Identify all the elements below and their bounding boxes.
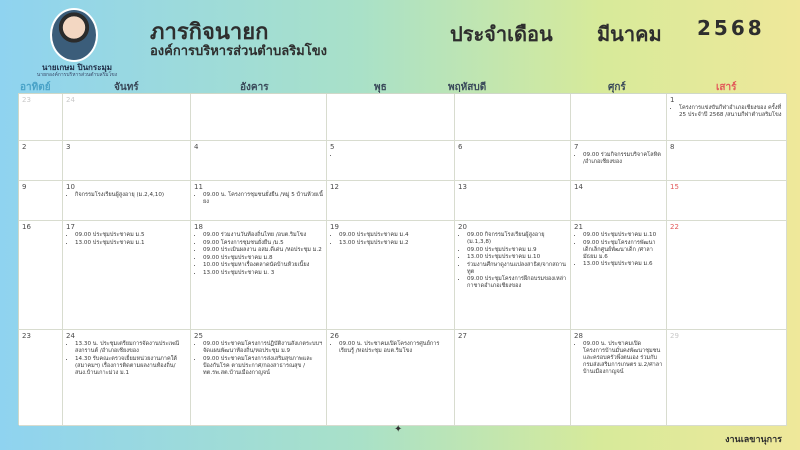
event-item[interactable]: • 13.00 ประชุมประชาคม ม. 3 bbox=[203, 270, 323, 277]
event-item[interactable]: • 13.00 ประชุมประชาคม ม.6 bbox=[583, 261, 663, 268]
day-number: 16 bbox=[22, 223, 31, 231]
day-number: 17 bbox=[66, 223, 75, 231]
event-item[interactable]: • 09.00 ประชุมประชาคม ม.4 bbox=[339, 232, 451, 239]
calendar-cell[interactable] bbox=[63, 94, 191, 141]
weekday-monday: จันทร์ bbox=[114, 82, 139, 93]
calendar-cell[interactable] bbox=[327, 181, 455, 221]
day-number: 10 bbox=[66, 183, 75, 191]
event-list bbox=[330, 152, 451, 159]
event-list bbox=[194, 341, 323, 377]
event-item[interactable]: • 09.00 น. ประชาคมเปิดโครงการศูนย์การเรียนรู้ /หอประชุม อบต.ริมโขง bbox=[339, 341, 451, 355]
calendar-cell[interactable] bbox=[455, 221, 571, 330]
day-number: 22 bbox=[670, 223, 679, 231]
event-item[interactable]: • 09.00 ประชาคมโครงการส่งเสริมสุขภาพและป้องกันโรค ตามประกาศ/กองสาธารณสุข /ทต.รพ.สต.บ้านเมืองกาญจน์ bbox=[203, 356, 323, 377]
day-number: 5 bbox=[330, 143, 335, 151]
event-item[interactable]: • 09.00 ประชุมประชาคม ม.5 bbox=[75, 232, 187, 239]
weekday-friday: ศุกร์ bbox=[608, 82, 626, 93]
event-item[interactable] bbox=[339, 152, 451, 159]
day-number: 15 bbox=[670, 183, 679, 191]
month-label: ประจำเดือน bbox=[450, 22, 553, 46]
calendar-cell[interactable] bbox=[19, 141, 63, 181]
day-number: 28 bbox=[574, 332, 583, 340]
day-number: 24 bbox=[66, 96, 75, 104]
weekday-header bbox=[18, 80, 800, 94]
event-list bbox=[330, 232, 451, 247]
footer-label: งานเลขานุการ bbox=[725, 435, 782, 445]
event-item[interactable]: • 09.00 น. ประชาคมเปิดโครงการบ้านมั่นคงพัฒนาชุมชนและครอบครัวพึ่งตนเอง ร่วมกับกรมส่งเสริมการเกษตร ม.2/ศาลาบ้านเมืองกาญจน์ bbox=[583, 341, 663, 376]
calendar-cell[interactable] bbox=[327, 221, 455, 330]
day-number: 21 bbox=[574, 223, 583, 231]
person-role: นายกองค์การบริหารส่วนตำบลริมโขง bbox=[36, 72, 118, 78]
event-item[interactable]: • 09.00 กิจกรรมโรงเรียนผู้สูงอายุ (ม.1,3,8) bbox=[467, 232, 567, 246]
calendar-cell[interactable] bbox=[455, 181, 571, 221]
calendar-cell[interactable] bbox=[191, 330, 327, 426]
calendar-cell[interactable] bbox=[667, 181, 787, 221]
calendar-cell[interactable] bbox=[327, 94, 455, 141]
calendar-cell[interactable] bbox=[327, 330, 455, 426]
event-item[interactable]: • โครงการแข่งขันกีฬาอำเภอเชียงของ ครั้งที่ 25 ประจำปี 2568 /สนามกีฬาตำบลริมโขง bbox=[679, 105, 783, 119]
calendar-cell[interactable] bbox=[19, 330, 63, 426]
event-list bbox=[194, 232, 323, 277]
day-number: 20 bbox=[458, 223, 467, 231]
event-item[interactable]: • 09.00 ประชุมประชาคม ม.8 bbox=[203, 255, 323, 262]
day-number: 1 bbox=[670, 96, 675, 104]
weekday-saturday: เสาร์ bbox=[716, 82, 737, 93]
event-list bbox=[574, 341, 663, 376]
page-subtitle: องค์การบริหารส่วนตำบลริมโขง bbox=[150, 44, 327, 59]
calendar-cell[interactable] bbox=[191, 141, 327, 181]
calendar-cell[interactable] bbox=[63, 221, 191, 330]
month-name: มีนาคม bbox=[597, 22, 662, 46]
calendar-cell[interactable] bbox=[571, 181, 667, 221]
event-item[interactable]: • 10.00 ประชุมหาเรื่องตลาดนัดบ้านห้วยเนี้ยง bbox=[203, 262, 323, 269]
event-list bbox=[458, 232, 567, 290]
calendar-cell[interactable] bbox=[191, 221, 327, 330]
day-number: 9 bbox=[22, 183, 27, 191]
day-number: 18 bbox=[194, 223, 203, 231]
event-item[interactable]: • ร่วมงานศึกษาดูงานแปลงสาธิต/จากสถานทูต bbox=[467, 262, 567, 276]
day-number: 13 bbox=[458, 183, 467, 191]
day-number: 6 bbox=[458, 143, 463, 151]
event-item[interactable]: • 13.00 ประชุมประชาคม ม.10 bbox=[467, 254, 567, 261]
day-number: 3 bbox=[66, 143, 71, 151]
calendar-cell[interactable] bbox=[571, 330, 667, 426]
day-number: 14 bbox=[574, 183, 583, 191]
event-list bbox=[194, 192, 323, 206]
event-list bbox=[574, 152, 663, 166]
event-list bbox=[66, 341, 187, 377]
calendar-cell[interactable] bbox=[455, 94, 571, 141]
day-number: 8 bbox=[670, 143, 675, 151]
event-item[interactable]: • 13.30 น. ประชุมเตรียมการจัดงานประเพณีสงกรานต์ /อำเภอเชียงของ bbox=[75, 341, 187, 355]
event-item[interactable]: • 09.00 โครงการชุมชนยั่งยืน /ม.5 bbox=[203, 240, 323, 247]
day-number: 26 bbox=[330, 332, 339, 340]
event-item[interactable]: • 13.00 ประชุมประชาคม ม.2 bbox=[339, 240, 451, 247]
weekday-thursday: พฤหัสบดี bbox=[448, 82, 487, 93]
event-item[interactable]: • 09.00 ประชุมโครงการฝึกอบรมของเหล่ากาชาดอำเภอเชียงของ bbox=[467, 276, 567, 290]
calendar-cell[interactable] bbox=[667, 141, 787, 181]
event-item[interactable]: • 09.00 ประชาคมโครงการปฏิบัติงานสังเกตระบบฯ จัดแผนพัฒนาท้องถิ่น/หอประชุม ม.9 bbox=[203, 341, 323, 355]
weekday-wednesday: พุธ bbox=[374, 82, 387, 93]
day-number: 23 bbox=[22, 332, 31, 340]
calendar-cell[interactable] bbox=[571, 94, 667, 141]
calendar-grid bbox=[18, 93, 786, 425]
event-list bbox=[670, 105, 783, 119]
event-item[interactable]: • 14.30 รับคณะตรวจเยี่ยมหน่วยงานภาคใต้ (สมาคมฯ) เรื่องการติดตามผลงานท้องถิ่น/ สนง.บ้านเกาะม่วง ม.1 bbox=[75, 356, 187, 377]
page-title: ภารกิจนายก bbox=[150, 20, 269, 45]
calendar-cell[interactable] bbox=[571, 221, 667, 330]
person-name: นายเกษม ปินกระมุม bbox=[41, 63, 113, 72]
star-icon: ✦ bbox=[394, 424, 403, 435]
day-number: 24 bbox=[66, 332, 75, 340]
event-item[interactable]: • กิจกรรมโรงเรียนผู้สูงอายุ (ม.2,4,10) bbox=[75, 192, 187, 199]
day-number: 25 bbox=[194, 332, 203, 340]
event-item[interactable]: • 09.00 น. โครงการชุมชนยั่งยืน /หมู่ 5 บ้านห้วยเนี้ยง bbox=[203, 192, 323, 206]
event-item[interactable]: • 13.00 ประชุมประชาคม ม.1 bbox=[75, 240, 187, 247]
calendar-cell[interactable] bbox=[327, 141, 455, 181]
avatar bbox=[50, 8, 98, 62]
event-list bbox=[574, 232, 663, 268]
day-number: 11 bbox=[194, 183, 203, 191]
calendar-cell[interactable] bbox=[19, 221, 63, 330]
day-number: 29 bbox=[670, 332, 679, 340]
day-number: 4 bbox=[194, 143, 199, 151]
event-list bbox=[66, 192, 187, 199]
weekday-tuesday: อังคาร bbox=[240, 82, 269, 93]
calendar-cell[interactable] bbox=[667, 330, 787, 426]
calendar-cell[interactable] bbox=[19, 94, 63, 141]
event-item[interactable]: • 09.00 ประชุมประชาคม ม.9 bbox=[467, 247, 567, 254]
year-label: 2568 bbox=[697, 16, 765, 40]
day-number: 23 bbox=[22, 96, 31, 104]
day-number: 2 bbox=[22, 143, 27, 151]
calendar-cell[interactable] bbox=[19, 181, 63, 221]
calendar-cell[interactable] bbox=[667, 221, 787, 330]
calendar-cell[interactable] bbox=[191, 181, 327, 221]
day-number: 12 bbox=[330, 183, 339, 191]
day-number: 19 bbox=[330, 223, 339, 231]
event-item[interactable]: • 09.00 ประชุมประชาคม ม.10 bbox=[583, 232, 663, 239]
event-list bbox=[66, 232, 187, 247]
event-list bbox=[330, 341, 451, 355]
day-number: 7 bbox=[574, 143, 579, 151]
weekday-sunday: อาทิตย์ bbox=[20, 82, 51, 93]
calendar-cell[interactable] bbox=[63, 330, 191, 426]
event-item[interactable]: • 09.00 ประชุมโครงการพัฒนาเด็กเล็กศูนย์พัฒนาเด็ก /ศาลามัธยม ม.6 bbox=[583, 240, 663, 261]
calendar-cell[interactable] bbox=[455, 330, 571, 426]
day-number: 27 bbox=[458, 332, 467, 340]
calendar-cell[interactable] bbox=[667, 94, 787, 141]
event-item[interactable]: • 09.00 ประเมินผลงาน อสม.ดีเด่น /หอประชุม ม.2 bbox=[203, 247, 323, 254]
calendar-cell[interactable] bbox=[191, 94, 327, 141]
event-item[interactable]: • 09.00 ร่วมกิจกรรมบริจาคโลหิต /อำเภอเชียงของ bbox=[583, 152, 663, 166]
event-item[interactable]: • 09.00 ร่วมงานวันท้องถิ่นไทย /อบต.ริมโขง bbox=[203, 232, 323, 239]
calendar-cell[interactable] bbox=[455, 141, 571, 181]
calendar-cell[interactable] bbox=[63, 181, 191, 221]
calendar-cell[interactable] bbox=[571, 141, 667, 181]
calendar-cell[interactable] bbox=[63, 141, 191, 181]
